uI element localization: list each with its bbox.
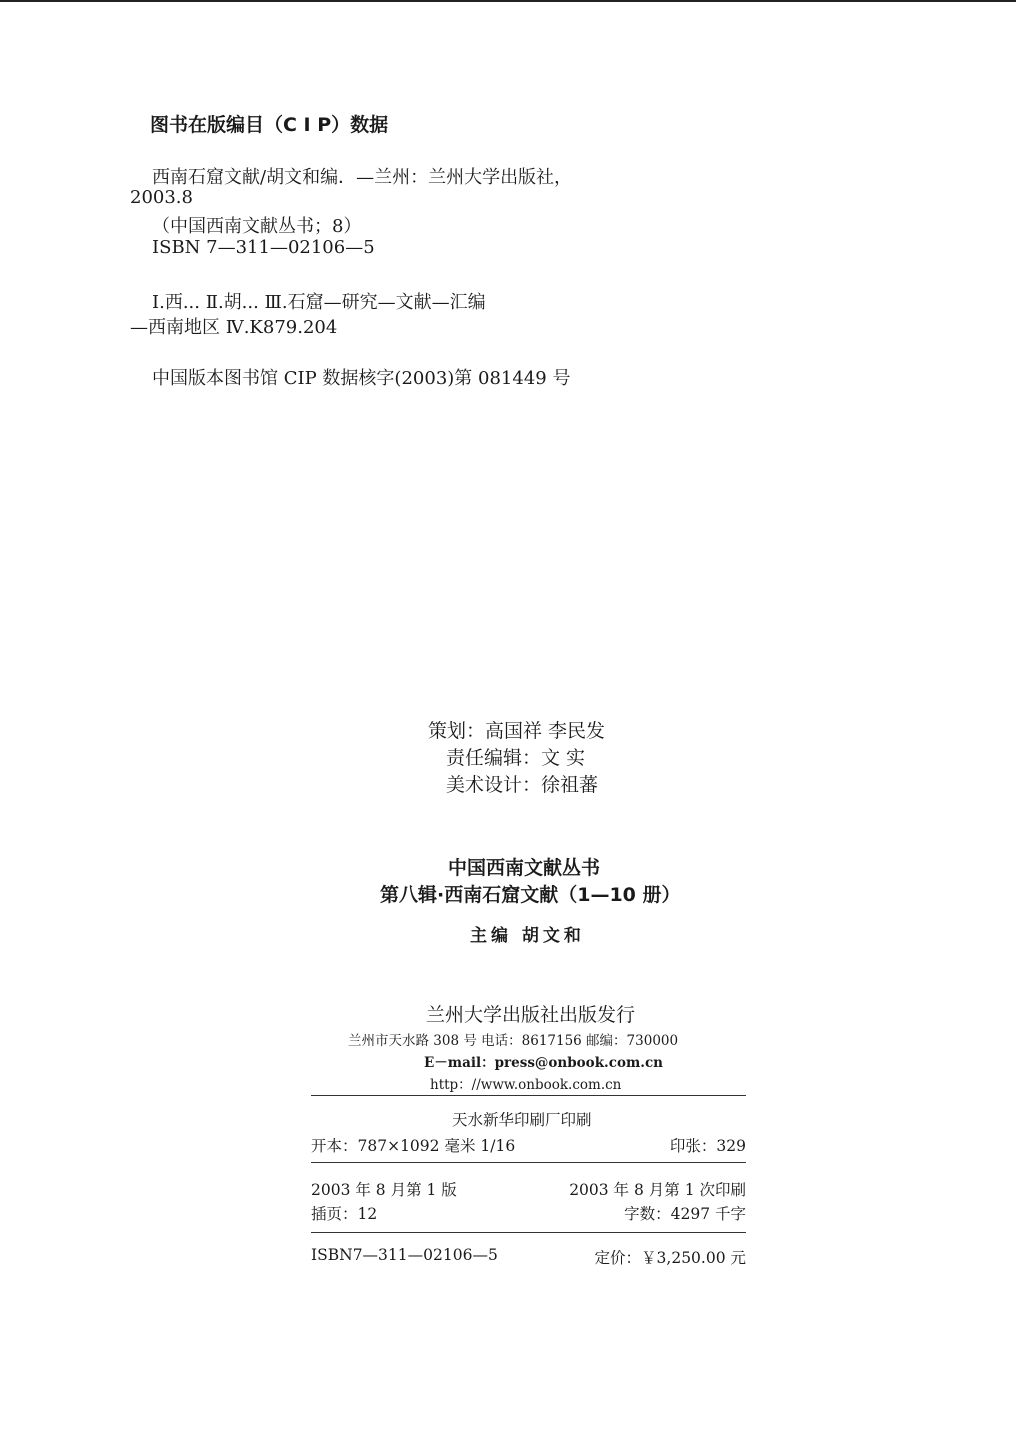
word-count: 字数：4297 千字	[624, 1205, 746, 1223]
top-border-line	[0, 0, 1016, 2]
price: 定价：￥3,250.00 元	[594, 1249, 746, 1267]
cip-line-record-number: 中国版本图书馆 CIP 数据核字(2003)第 081449 号	[152, 368, 571, 389]
publisher-email: E－mail：press@onbook.com.cn	[424, 1055, 663, 1071]
cip-line-series: （中国西南文献丛书；8）	[152, 216, 362, 237]
chief-editor: 主编 胡文和	[470, 926, 585, 946]
cip-line-region: —西南地区 Ⅳ.K879.204	[130, 317, 338, 338]
cip-line-subjects: Ⅰ.西... Ⅱ.胡... Ⅲ.石窟—研究—文献—汇编	[152, 292, 486, 313]
format: 开本：787×1092 毫米 1/16	[311, 1137, 516, 1155]
publisher-name: 兰州大学出版社出版发行	[426, 1004, 636, 1026]
plates: 插页：12	[311, 1205, 378, 1223]
printer: 天水新华印刷厂印刷	[452, 1111, 592, 1129]
cip-heading: 图书在版编目（C I P）数据	[150, 114, 389, 136]
series-name: 中国西南文献丛书	[448, 857, 601, 879]
publisher-address: 兰州市天水路 308 号 电话：8617156 邮编：730000	[348, 1033, 679, 1049]
publisher-website: http：//www.onbook.com.cn	[430, 1077, 622, 1093]
credit-planning: 策划：高国祥 李民发	[428, 720, 606, 742]
credit-editor: 责任编辑：文 实	[446, 747, 586, 769]
rule-middle	[311, 1162, 746, 1163]
rule-top	[311, 1095, 746, 1096]
printing: 2003 年 8 月第 1 次印刷	[569, 1181, 746, 1199]
printed-sheets: 印张：329	[669, 1137, 746, 1155]
cip-line-isbn: ISBN 7—311—02106—5	[152, 237, 375, 258]
series-volume: 第八辑·西南石窟文献（1—10 册）	[380, 884, 681, 906]
isbn: ISBN7—311—02106—5	[311, 1246, 498, 1264]
cip-line-title: 西南石窟文献/胡文和编．—兰州：兰州大学出版社，	[152, 167, 573, 188]
cip-line-date: 2003.8	[130, 187, 193, 208]
credit-design: 美术设计：徐祖蕃	[446, 774, 599, 796]
rule-bottom	[311, 1232, 746, 1233]
edition: 2003 年 8 月第 1 版	[311, 1181, 457, 1199]
